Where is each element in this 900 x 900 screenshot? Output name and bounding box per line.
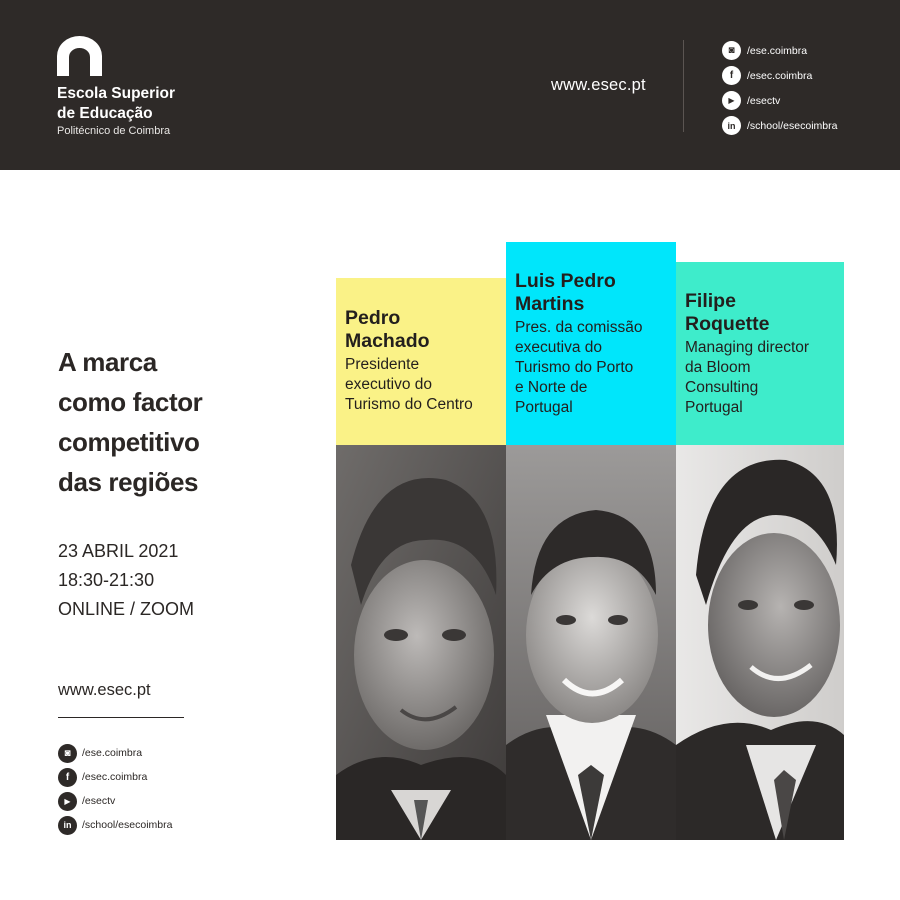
event-date: 23 ABRIL 2021 (58, 541, 179, 561)
speaker-name: Luis Pedro Martins (515, 270, 616, 315)
speaker-card-filipe-roquette (676, 262, 844, 445)
social-youtube[interactable] (58, 789, 172, 813)
youtube-icon: ▶ (722, 91, 741, 110)
social-label: /school/esecoimbra (747, 119, 838, 132)
instagram-icon: ◙ (58, 744, 77, 763)
facebook-icon: f (722, 66, 741, 85)
instagram-icon: ◙ (722, 41, 741, 60)
social-facebook[interactable] (58, 765, 172, 789)
divider-line (58, 717, 184, 718)
social-label: /ese.coimbra (747, 44, 808, 57)
event-time: 18:30-21:30 (58, 570, 155, 590)
speaker-photo-filipe-roquette (676, 445, 844, 840)
social-label: /ese.coimbra (82, 747, 143, 759)
speaker-role: Presidente executivo do Turismo do Centro (345, 356, 473, 413)
speaker-photo-luis-pedro-martins (506, 445, 676, 840)
social-list (58, 741, 172, 837)
social-instagram[interactable] (58, 741, 172, 765)
facebook-icon: f (58, 768, 77, 787)
youtube-icon: ▶ (58, 792, 77, 811)
school-name: Escola Superior de Educação (57, 85, 176, 122)
header-website-link[interactable]: www.esec.pt (551, 76, 646, 94)
school-subtitle: Politécnico de Coimbra (57, 125, 171, 137)
header-social-facebook[interactable] (722, 63, 837, 88)
speaker-name: Pedro Machado (345, 307, 430, 352)
social-label: /esec.coimbra (747, 69, 813, 82)
social-label: /esec.coimbra (82, 771, 148, 783)
event-title: A marca como factor competitivo das regiões (58, 347, 203, 497)
speaker-role: Managing director da Bloom Consulting Portugal (685, 339, 810, 416)
header-divider (683, 40, 684, 132)
social-label: /esectv (747, 94, 781, 107)
social-linkedin[interactable] (58, 813, 172, 837)
speaker-photo-pedro-machado (336, 445, 506, 840)
speaker-name: Filipe Roquette (685, 290, 770, 335)
header-bar (0, 0, 900, 170)
website-link[interactable]: www.esec.pt (58, 681, 151, 699)
social-label: /school/esecoimbra (82, 819, 173, 831)
speaker-card-luis-pedro-martins (506, 242, 676, 445)
social-label: /esectv (82, 795, 116, 807)
esec-logo-icon (57, 36, 102, 76)
event-details (58, 537, 194, 624)
linkedin-icon: in (722, 116, 741, 135)
header-social-list (722, 38, 837, 138)
speaker-card-pedro-machado (336, 278, 506, 445)
speaker-role: Pres. da comissão executiva do Turismo do Porto e Norte de Portugal (515, 319, 643, 416)
event-location: ONLINE / ZOOM (58, 599, 195, 619)
header-social-linkedin[interactable] (722, 113, 837, 138)
linkedin-icon: in (58, 816, 77, 835)
header-social-instagram[interactable] (722, 38, 837, 63)
header-social-youtube[interactable] (722, 88, 837, 113)
